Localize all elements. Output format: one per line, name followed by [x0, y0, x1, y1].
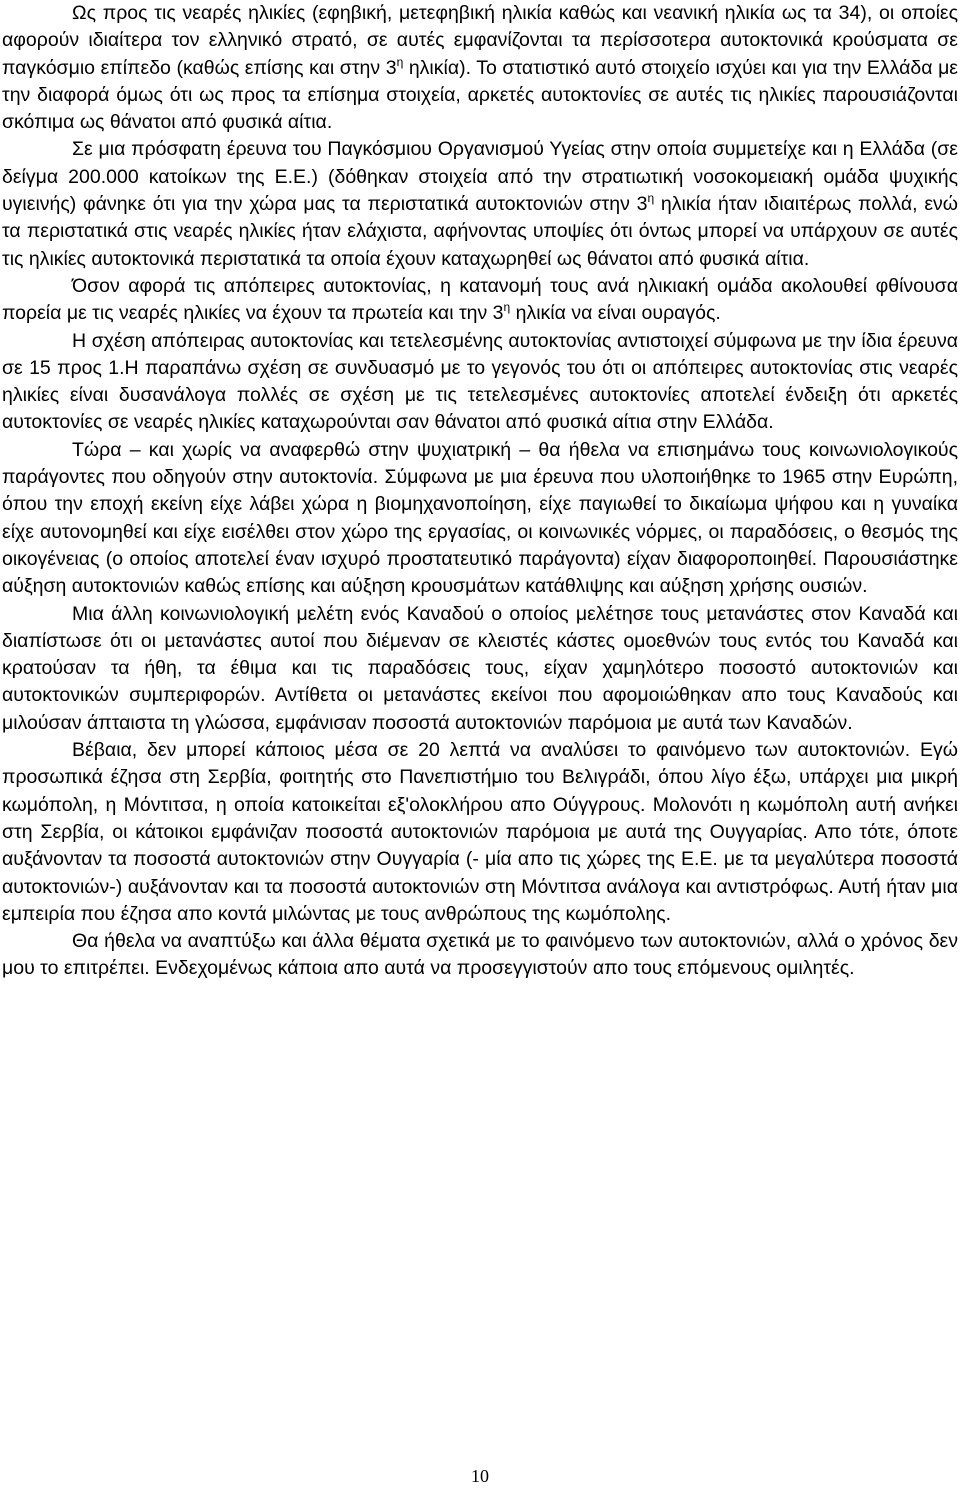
- body-text: [2, 0, 958, 983]
- paragraph-text: Σε μια πρόσφατη έρευνα του Παγκόσμιου Οργανισμού Υγείας στην οποία συμμετείχε και η Ελλάδα (σε δείγμα 200.000 κατοίκων της Ε.Ε.) (δόθηκαν στοιχεία από την στρατιωτική νοσοκομειακή ομάδα ψυχικής υγιεινής) φάνηκε ότι για την χώρα μας τα περιστατικά αυτοκτονιών στην 3: [2, 138, 958, 216]
- ordinal-superscript: η: [396, 54, 404, 69]
- paragraph-text: ηλικία ήταν ιδιαιτέρως πολλά, ενώ τα περιστατικά στις νεαρές ηλικίες ήταν ελάχιστα, αφήνοντας υποψίες ότι όντως μπορεί να υπάρχουν σε αυτές τις ηλικίες αυτοκτονικά περιστατικά τα οποία έχουν καταχωρηθεί ως θάνατοι από φυσικά αίτια.: [2, 193, 958, 270]
- paragraph-text: Βέβαια, δεν μπορεί κάποιος μέσα σε 20 λεπτά να αναλύσει το φαινόμενο των αυτοκτονιών. Εγώ προσωπικά έζησα στη Σερβία, φοιτητής στο Πανεπιστήμιο του Βελιγράδι, όπου λίγο έξω, υπάρχει μια μικρή κωμόπολη, η Μόντιτσα, η οποία κατοικείται εξ'ολοκλήρου απο Ούγγρους. Μολονότι η κωμόπολη αυτή ανήκει στη Σερβία, οι κάτοικοι εμφάνιζαν ποσοστά αυτοκτονιών παρόμοια με αυτά της Ουγγαρίας. Απο τότε, όποτε αυξάνονταν τα ποσοστά αυτοκτονιών στην Ουγγαρία (- μία απο τις χώρες της Ε.Ε. με τα μεγαλύτερα ποσοστά αυτοκτονιών-) αυξάνονταν και τα ποσοστά αυτοκτονιών στη Μόντιτσα ανάλογα και αντιστρόφως. Αυτή ήταν μια εμπειρία που έζησα απο κοντά μιλώντας με τους ανθρώπους της κωμόπολης.: [2, 739, 958, 925]
- paragraph-p3: [2, 273, 958, 328]
- paragraph-p2: [2, 136, 958, 272]
- paragraph-text: Η σχέση απόπειρας αυτοκτονίας και τετελεσμένης αυτοκτονίας αντιστοιχεί σύμφωνα με την ίδια έρευνα σε 15 προς 1.Η παραπάνω σχέση σε συνδυασμό με το γεγονός του ότι οι απόπειρες αυτοκτονίας στις νεαρές ηλικίες είναι δυσανάλογα πολλές σε σχέση με τις τετελεσμένες αυτοκτονίες αποτελεί ένδειξη ότι αρκετές αυτοκτονίες σε νεαρές ηλικίες καταχωρούνται σαν θάνατοι από φυσικά αίτια στην Ελλάδα.: [2, 329, 958, 434]
- paragraph-text: Ως προς τις νεαρές ηλικίες (εφηβική, μετεφηβική ηλικία καθώς και νεανική ηλικία ως τα 34), οι οποίες αφορούν ιδιαίτερα τον ελληνικό στρατό, σε αυτές εμφανίζονται τα περίσσοτερα αυτοκτονικά κρούσματα σε παγκόσμιο επίπεδο (καθώς επίσης και στην 3: [2, 2, 958, 79]
- paragraph-text: Τώρα – και χωρίς να αναφερθώ στην ψυχιατρική – θα ήθελα να επισημάνω τους κοινωνιολογικούς παράγοντες που οδηγούν στην αυτοκτονία. Σύμφωνα με μια έρευνα που υλοποιήθηκε το 1965 στην Ευρώπη, όπου την εποχή εκείνη είχε λάβει χώρα η βιομηχανοποίηση, είχε παγιωθεί το δικαίωμα ψήφου και η γυναίκα είχε αυτονομηθεί και είχε εισέλθει στον χώρο της εργασίας, οι κοινωνικές νόρμες, οι παραδόσεις, ο θεσμός της οικογένειας (ο οποίος αποτελεί έναν ισχυρό προστατευτικό παράγοντα) είχαν διαφοροποιηθεί. Παρουσιάστηκε αύξηση αυτοκτονιών καθώς επίσης και αύξηση κρουσμάτων κατάθλιψης και αύξηση χρήσης ουσιών.: [2, 438, 958, 598]
- ordinal-superscript: η: [503, 300, 511, 315]
- paragraph-p6: [2, 601, 958, 737]
- paragraph-text: ηλικία). Το στατιστικό αυτό στοιχείο ισχύει και για την Ελλάδα με την διαφορά όμως ότι ως προς τα επίσημα στοιχεία, αρκετές αυτοκτονίες σε αυτές τις ηλικίες παρουσιάζονται σκόπιμα ως θάνατοι από φυσικά αίτια.: [2, 56, 959, 134]
- paragraph-p4: [2, 328, 958, 437]
- paragraph-text: Όσον αφορά τις απόπειρες αυτοκτονίας, η κατανομή τους ανά ηλικιακή ομάδα ακολουθεί φθίνουσα πορεία με τις νεαρές ηλικίες να έχουν τα πρωτεία και την 3: [2, 274, 958, 325]
- paragraph-text: Μια άλλη κοινωνιολογική μελέτη ενός Καναδού ο οποίος μελέτησε τους μετανάστες στον Καναδά και διαπίστωσε ότι οι μετανάστες αυτοί που διέμεναν σε κλειστές κάστες ομοεθνών τους εντός του Καναδά και κρατούσαν τα ήθη, τα έθιμα και τις παραδόσεις τους, είχαν χαμηλότερο ποσοστό αυτοκτονιών και αυτοκτονικών συμπεριφορών. Αντίθετα οι μετανάστες εκείνοι που αφομοιώθηκαν απο τους Καναδούς και μιλούσαν άπταιστα τη γλώσσα, εμφάνισαν ποσοστά αυτοκτονιών παρόμοια με αυτά των Καναδών.: [2, 602, 958, 734]
- paragraph-text: Θα ήθελα να αναπτύξω και άλλα θέματα σχετικά με το φαινόμενο των αυτοκτονιών, αλλά ο χρόνος δεν μου το επιτρέπει. Ενδεχομένως κάποια απο αυτά να προσεγγιστούν απο τους επόμενους ομιλητές.: [2, 930, 958, 980]
- ordinal-superscript: η: [647, 191, 655, 206]
- page-number: 10: [471, 1466, 489, 1486]
- paragraph-p8: [2, 928, 958, 983]
- paragraph-p1: [2, 0, 958, 136]
- paragraph-text: ηλικία να είναι ουραγός.: [510, 302, 721, 325]
- paragraph-p5: [2, 437, 958, 601]
- paragraph-p7: [2, 737, 958, 928]
